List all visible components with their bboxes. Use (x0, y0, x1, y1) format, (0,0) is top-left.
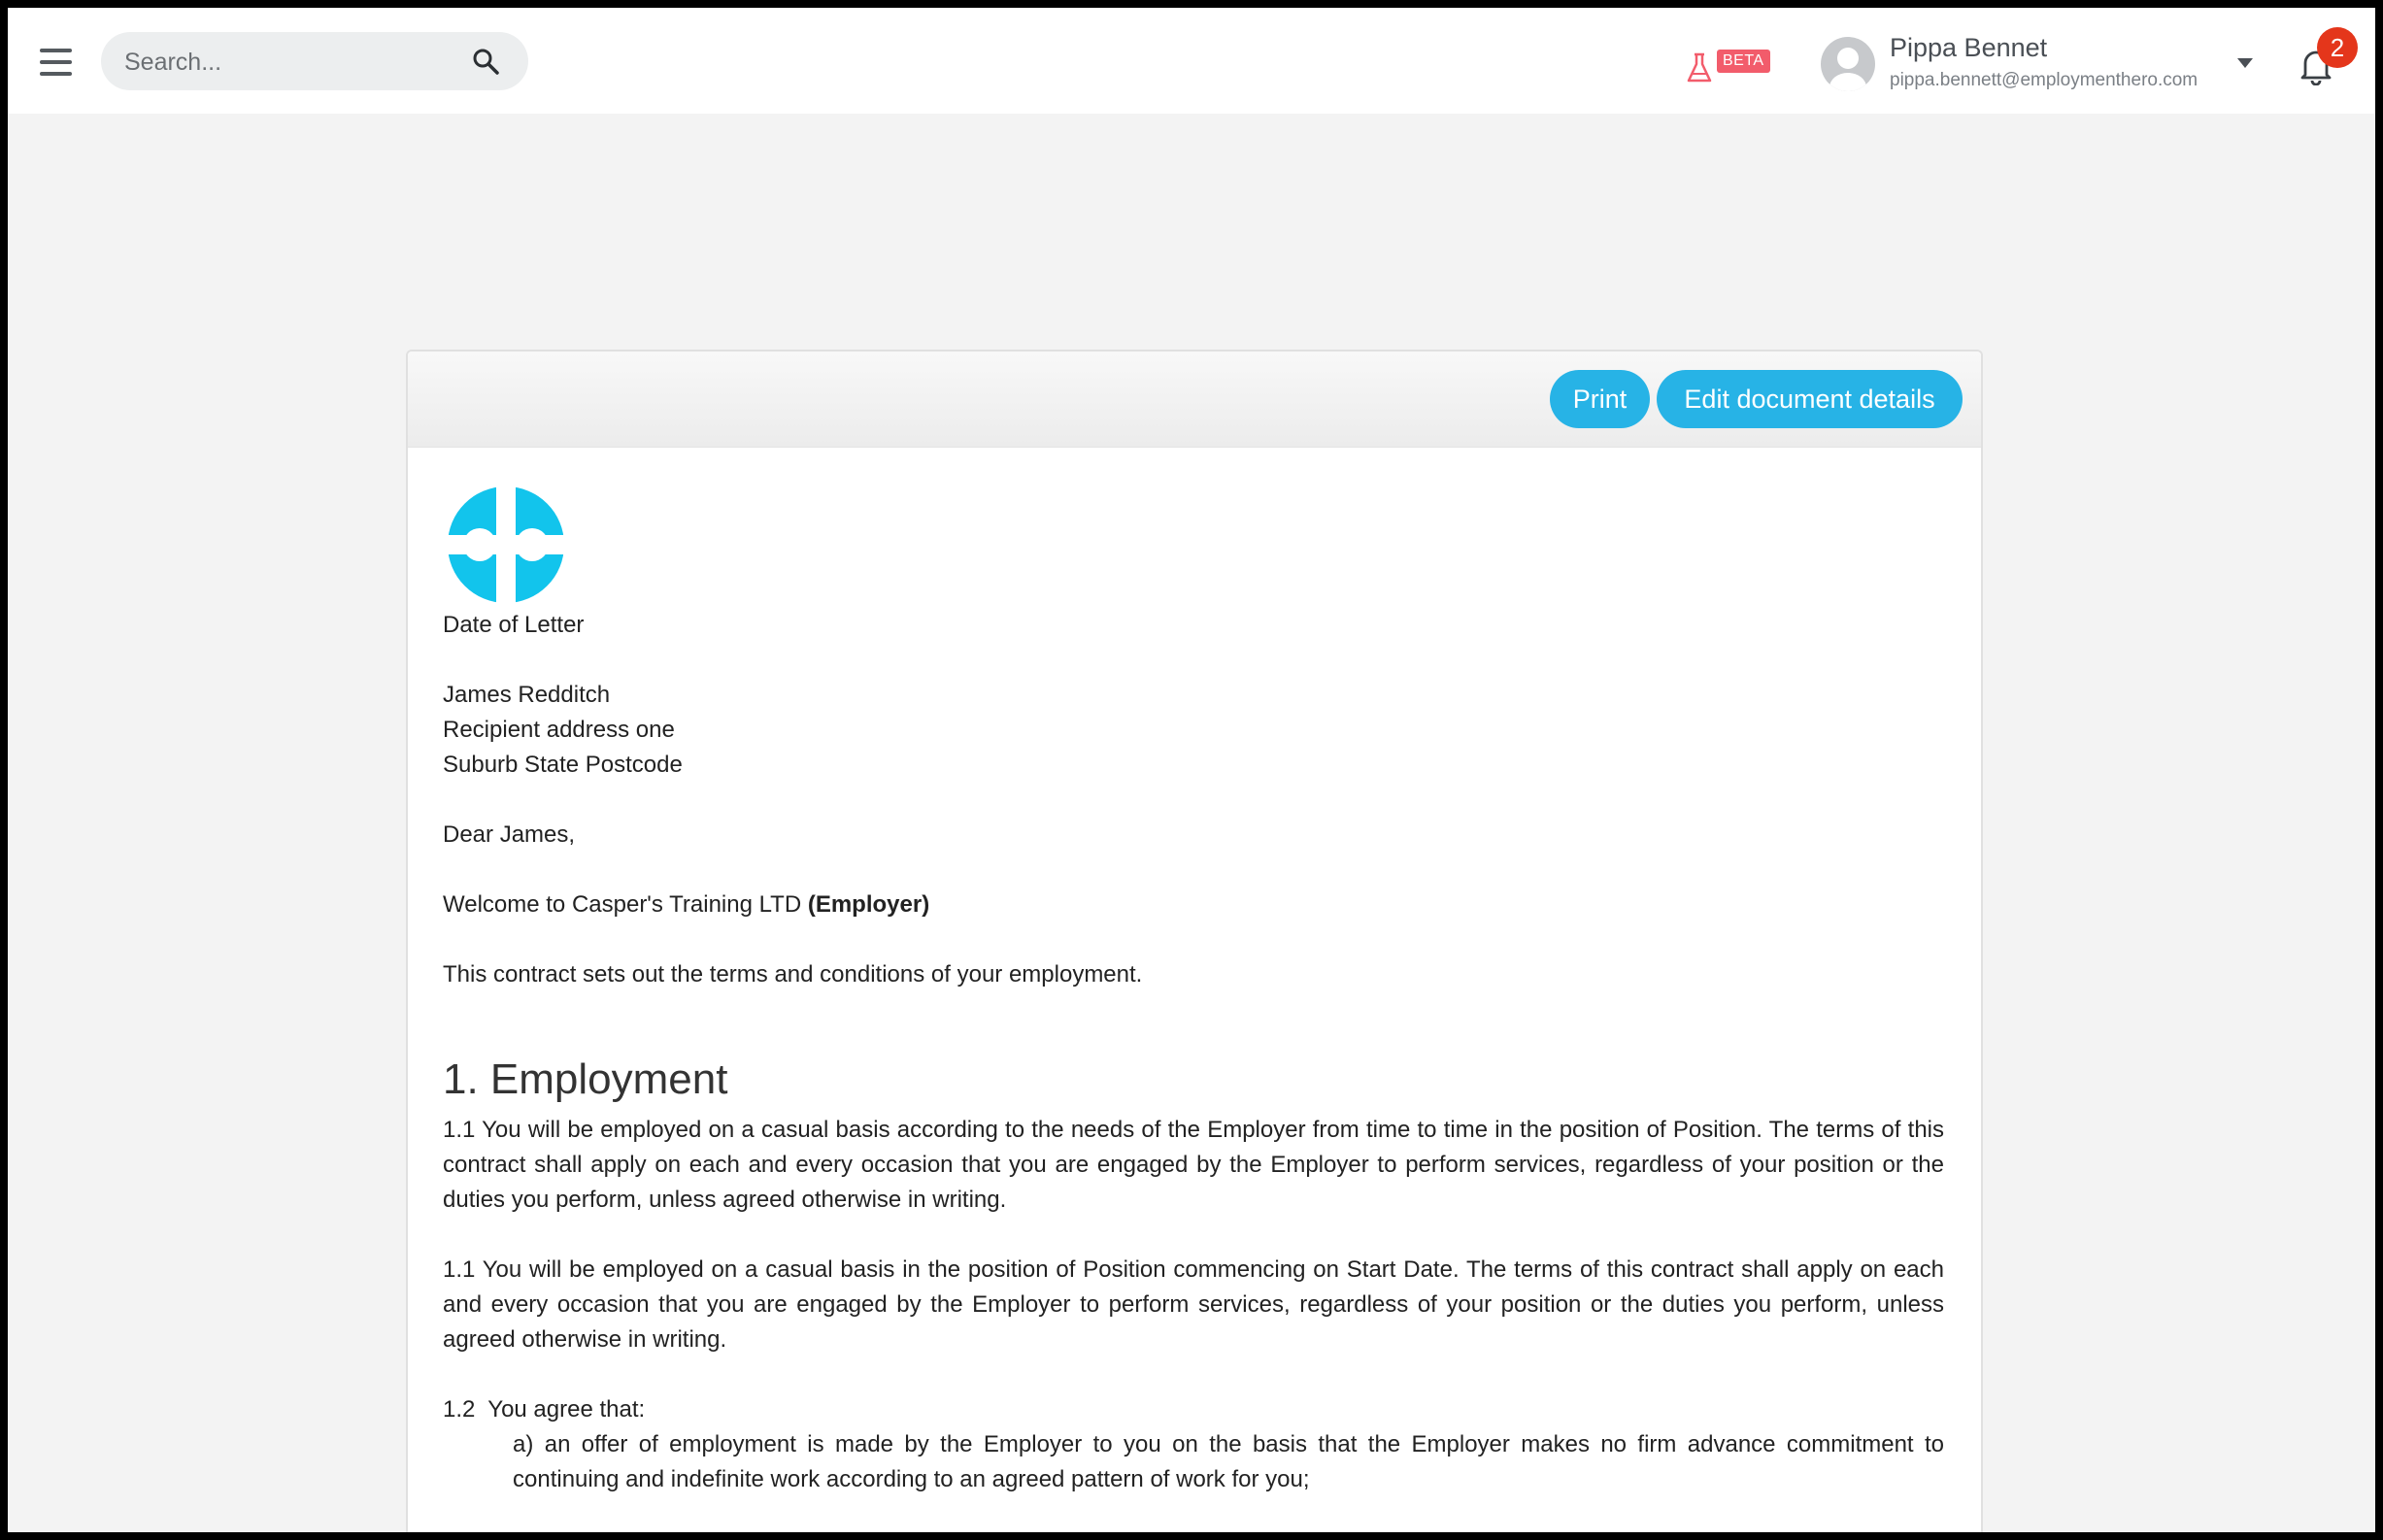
beta-badge: BETA (1717, 50, 1770, 73)
salutation: Dear James, (443, 821, 576, 848)
top-bar (8, 8, 2375, 114)
company-logo (445, 484, 567, 606)
recipient-address-line-2: Suburb State Postcode (443, 752, 683, 778)
date-of-letter: Date of Letter (443, 612, 585, 638)
edit-document-details-button[interactable]: Edit document details (1657, 370, 1963, 428)
intro-paragraph: This contract sets out the terms and conditions of your employment. (443, 961, 1143, 988)
employer-label: (Employer) (807, 891, 930, 918)
recipient-address-line-1: Recipient address one (443, 717, 675, 743)
recipient-name: James Redditch (443, 682, 611, 708)
document-card (406, 350, 1983, 1532)
clause-1-1-casual-needs: 1.1 You will be employed on a casual basis according to the needs of the Employer from time to time in the position of Position. The terms of this contract shall apply on each and every occasion that you are engaged by the Employer to perform services, regardless of your position or the duties you perform, unless agreed otherwise in writing. (443, 1117, 1944, 1213)
search-icon[interactable] (471, 47, 500, 76)
welcome-text: Welcome to Casper's Training LTD (443, 891, 808, 918)
user-name[interactable]: Pippa Bennet (1890, 33, 2048, 62)
clause-1-2-a: a) an offer of employment is made by the Employer to you on the basis that the Employer makes no firm advance commitment to continuing and indefinite work according to an agreed pattern of work for you; (513, 1431, 1944, 1492)
clause-1-1-casual-start: 1.1 You will be employed on a casual basis in the position of Position commencing on Start Date. The terms of this contract shall apply on each and every occasion that you are engaged by the Employer to perform services, regardless of your position or the duties you perform, unless agreed otherwise in writing. (443, 1256, 1944, 1353)
search-input[interactable] (122, 32, 456, 92)
clause-1-2: 1.2 You agree that: (443, 1396, 646, 1423)
app-window (8, 8, 2375, 1532)
beta-features-button[interactable] (1683, 42, 1780, 90)
section-heading-employment: 1. Employment (443, 1055, 728, 1103)
chevron-down-icon[interactable] (2237, 58, 2253, 68)
user-email: pippa.bennett@employmenthero.com (1890, 70, 2198, 90)
notification-count-badge[interactable]: 2 (2317, 27, 2358, 68)
search-box (101, 32, 528, 90)
document-toolbar (408, 352, 1981, 448)
menu-icon[interactable] (40, 49, 72, 76)
print-button[interactable]: Print (1550, 370, 1650, 428)
welcome-line (443, 887, 1944, 922)
flask-icon (1685, 51, 1714, 84)
user-avatar-icon[interactable] (1821, 37, 1875, 91)
